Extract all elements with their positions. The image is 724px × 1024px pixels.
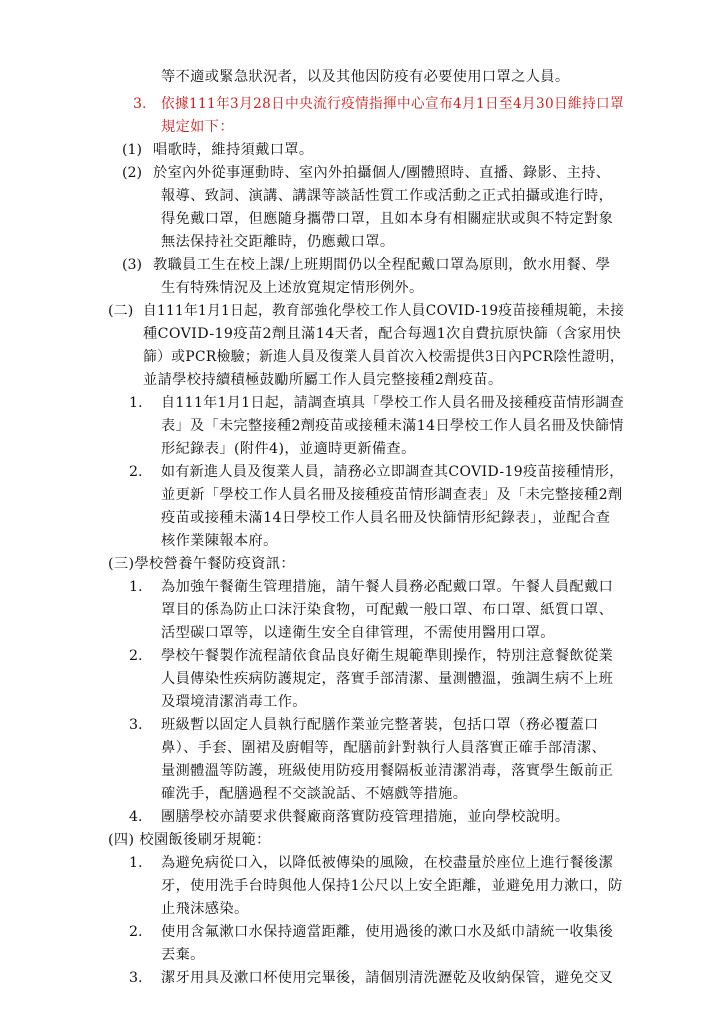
sec4-item2-number: 2. <box>129 924 143 940</box>
sec2-item2-line-4: 核作業陳報本府。 <box>161 533 278 549</box>
sec3-item4-number: 4. <box>129 809 143 825</box>
sec2-item2-line-3: 疫苗或接種未滿14日學校工作人員名冊及快篩情形紀錄表」，並配合查 <box>161 510 611 526</box>
sub2-line-2: 報導、致詞、演講、講課等談話性質工作或活動之正式拍攝或進行時， <box>161 188 614 204</box>
sec3-item3-line-4: 確洗手，配膳過程不交談說話、不嬉戲等措施。 <box>161 786 468 802</box>
sec3-item1-line-2: 罩目的係為防止口沫汙染食物，可配戴一般口罩、布口罩、紙質口罩、 <box>161 602 614 618</box>
sec2-item2-line-2: 並更新「學校工作人員名冊及接種疫苗情形調查表」及「未完整接種2劑 <box>161 487 623 503</box>
sub1-line-1: 唱歌時，維持須戴口罩。 <box>153 142 314 158</box>
sub3-line-2: 生有特殊情況及上述放寬規定情形例外。 <box>161 280 424 296</box>
intro-continuation: 等不適或緊急狀況者，以及其他因防疫有必要使用口罩之人員。 <box>161 69 570 85</box>
sec3-item3-line-3: 量測體溫等防護，班級使用防疫用餐隔板並清潔消毒，落實學生飯前正 <box>161 763 614 779</box>
sec4-item1-number: 1. <box>129 855 143 871</box>
sec3-item2-line-1: 學校午餐製作流程請依食品良好衛生規範準則操作，特別注意餐飲從業 <box>161 648 614 664</box>
sec2-item1-line-2: 表」及「未完整接種2劑疫苗或接種未滿14日學校工作人員名冊及快篩情 <box>161 418 624 434</box>
sec3-item2-line-3: 及環境清潔消毒工作。 <box>161 694 307 710</box>
sub2-line-3: 得免戴口罩，但應隨身攜帶口罩，且如本身有相關症狀或與不特定對象 <box>161 211 614 227</box>
sec4-item1-line-2: 牙，使用洗手台時與他人保持1公尺以上安全距離，並避免用力漱口，防 <box>161 878 623 894</box>
sub3-number: (3) <box>122 257 143 273</box>
item3-line-1: 依據111年3月28日中央流行疫情指揮中心宣布4月1日至4月30日維持口罩 <box>161 96 624 112</box>
sec2-item2-number: 2. <box>129 464 143 480</box>
sec3-item1-number: 1. <box>129 579 143 595</box>
sec3-item3-line-2: 鼻）、手套、圍裙及廚帽等，配膳前針對執行人員落實正確手部清潔、 <box>161 740 607 756</box>
sec4-item3-line-1: 潔牙用具及漱口杯使用完畢後，請個別清洗瀝乾及收納保管，避免交叉 <box>161 970 614 986</box>
sec3-item1-line-3: 活型碳口罩等，以達衛生安全自律管理，不需使用醫用口罩。 <box>161 625 555 641</box>
sec2-line-3: 篩）或PCR檢驗；新進人員及復業人員首次入校需提供3日內PCR陰性證明， <box>143 349 625 365</box>
sec4-item3-number: 3. <box>129 970 143 986</box>
sub1-number: (1) <box>122 142 143 158</box>
sec3-item2-line-2: 人員傳染性疾病防護規定，落實手部清潔、量測體溫，強調生病不上班 <box>161 671 614 687</box>
sec2-item2-line-1: 如有新進人員及復業人員，請務必立即調查其COVID-19疫苗接種情形， <box>161 464 624 480</box>
sec2-item1-number: 1. <box>129 395 143 411</box>
sec2-line-2: 種COVID-19疫苗2劑且滿14天者，配合每週1次自費抗原快篩（含家用快 <box>143 326 622 342</box>
sec2-item1-line-3: 形紀錄表」(附件4)，並適時更新備查。 <box>161 441 416 457</box>
sec4-item1-line-1: 為避免病從口入，以降低被傳染的風險，在校盡量於座位上進行餐後潔 <box>161 855 614 871</box>
sec2-line-4: 並請學校持續積極鼓勵所屬工作人員完整接種2劑疫苗。 <box>143 372 503 388</box>
sec4-item1-line-3: 止飛沫感染。 <box>161 901 249 917</box>
sub2-line-1: 於室內外從事運動時、室內外拍攝個人/團體照時、直播、錄影、主持、 <box>153 165 611 181</box>
sec4-heading: (四) 校園飯後刷牙規範： <box>108 832 271 848</box>
sec2-line-1: 自111年1月1日起，教育部強化學校工作人員COVID-19疫苗接種規範，未接 <box>143 303 625 319</box>
sub2-number: (2) <box>122 165 143 181</box>
sec3-item2-number: 2. <box>129 648 143 664</box>
sec4-item2-line-1: 使用含氟漱口水保持適當距離，使用過後的漱口水及紙巾請統一收集後 <box>161 924 614 940</box>
sec3-item1-line-1: 為加強午餐衛生管理措施，請午餐人員務必配戴口罩。午餐人員配戴口 <box>161 579 614 595</box>
sub3-line-1: 教職員工生在校上課/上班期間仍以全程配戴口罩為原則，飲水用餐、學 <box>153 257 611 273</box>
item3-number: 3. <box>133 96 147 112</box>
sub2-line-4: 無法保持社交距離時，仍應戴口罩。 <box>161 234 395 250</box>
sec3-heading: (三)學校營養午餐防疫資訊： <box>108 556 295 572</box>
sec4-item2-line-2: 丟棄。 <box>161 947 205 963</box>
item3-line-2: 規定如下： <box>161 119 234 135</box>
sec3-item3-number: 3. <box>129 717 143 733</box>
sec3-item3-line-1: 班級暫以固定人員執行配膳作業並完整著裝，包括口罩（務必覆蓋口 <box>161 717 599 733</box>
sec3-item4-line-1: 團膳學校亦請要求供餐廠商落實防疫管理措施，並向學校說明。 <box>161 809 570 825</box>
sec2-heading-number: (二) <box>108 303 134 319</box>
sec2-item1-line-1: 自111年1月1日起，請調查填具「學校工作人員名冊及接種疫苗情形調查 <box>161 395 625 411</box>
